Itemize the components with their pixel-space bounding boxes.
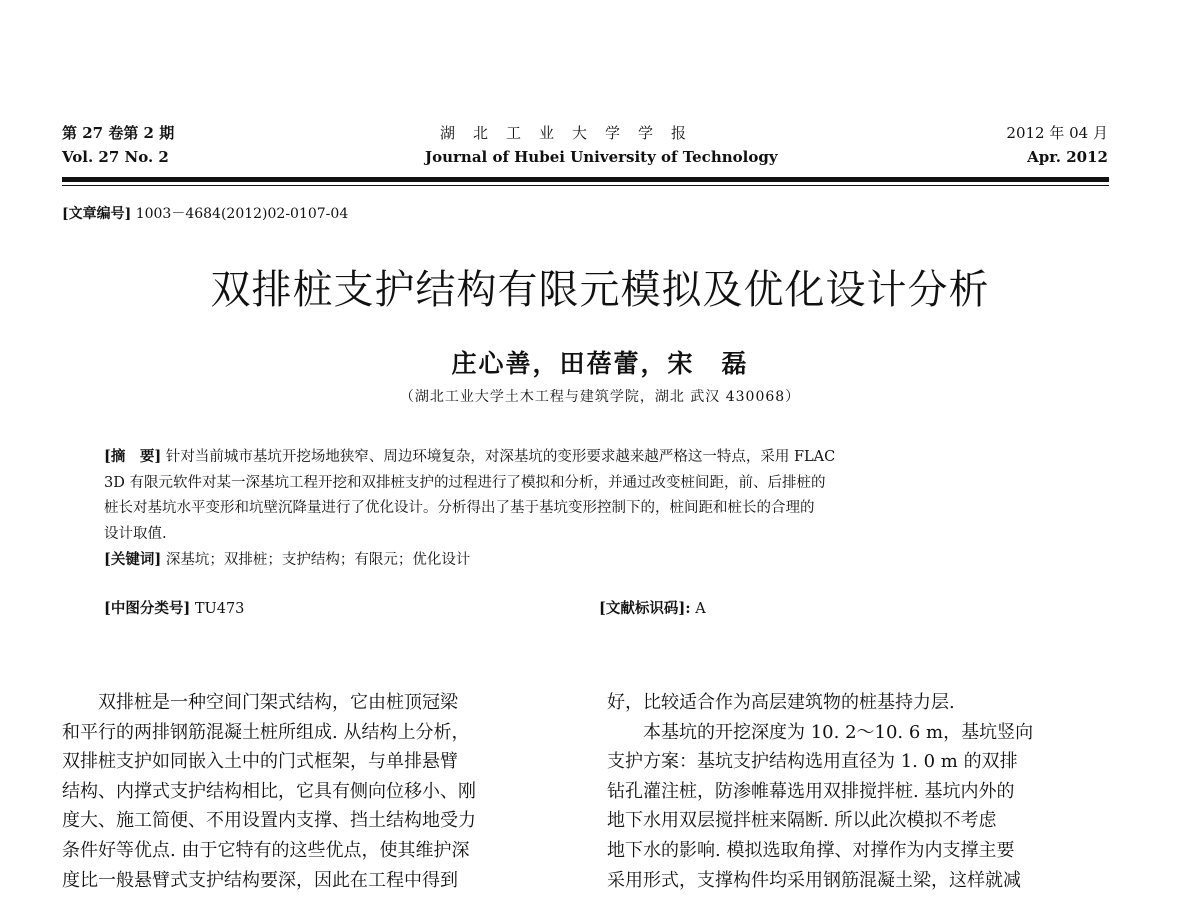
article-number-label: [文章编号] <box>62 206 132 222</box>
body-line: 条件好等优点. 由于它特有的这些优点，使其维护深 <box>62 839 470 861</box>
volume-issue-en: Vol. 27 No. 2 <box>62 148 169 166</box>
body-line: 本基坑的开挖深度为 10. 2～10. 6 m，基坑竖向 <box>643 721 1034 743</box>
document-code-value: A <box>695 601 706 617</box>
body-line: 结构、内撑式支护结构相比，它具有侧向位移小、刚 <box>62 780 476 802</box>
body-line: 度大、施工简便、不用设置内支撑、挡土结构地受力 <box>62 810 476 832</box>
issue-date-cn: 2012 年 04 月 <box>1006 124 1108 142</box>
document-code-label: [文献标识码]: <box>599 600 691 617</box>
abstract <box>104 444 1066 574</box>
author-list: 庄心善，田蓓蕾，宋 磊 <box>451 349 749 378</box>
classification-label: [中图分类号] <box>104 600 191 617</box>
body-line: 度比一般悬臂式支护结构要深，因此在工程中得到 <box>62 869 458 891</box>
header-rule-thick <box>62 177 1109 182</box>
document-code <box>599 597 706 618</box>
body-left-column <box>62 688 562 895</box>
issue-date-en: Apr. 2012 <box>1027 148 1108 166</box>
body-line: 地下水用双层搅拌桩来隔断. 所以此次模拟不考虑 <box>607 810 997 832</box>
abstract-line: 桩长对基坑水平变形和坑壁沉降量进行了优化设计。分析得出了基于基坑变形控制下的，桩间距和桩长的合理的 <box>104 500 815 516</box>
body-line: 和平行的两排钢筋混凝土桩所组成. 从结构上分析， <box>62 721 470 743</box>
body-line: 双排桩支护如同嵌入土中的门式框架，与单排悬臂 <box>62 751 458 773</box>
paper-title: 双排桩支护结构有限元模拟及优化设计分析 <box>210 267 990 313</box>
abstract-label: [摘 要] <box>104 448 162 465</box>
journal-name-en: Journal of Hubei University of Technology <box>425 148 778 166</box>
body-line: 钻孔灌注桩，防渗帷幕选用双排搅拌桩. 基坑内外的 <box>607 780 1015 802</box>
body-line: 采用形式，支撑构件均采用钢筋混凝土梁，这样就减 <box>607 869 1021 891</box>
abstract-text: 针对当前城市基坑开挖场地狭窄、周边环境复杂，对深基坑的变形要求越来越严格这一特点，采用 FLAC <box>165 449 836 465</box>
body-line: 双排桩是一种空间门架式结构，它由桩顶冠梁 <box>98 692 458 713</box>
abstract-line <box>104 444 1066 471</box>
abstract-line: 3D 有限元软件对某一深基坑工程开挖和双排桩支护的过程进行了模拟和分析，并通过改变桩间距，前、后排桩的 <box>104 474 826 491</box>
volume-issue-cn: 第 27 卷第 2 期 <box>62 124 175 142</box>
article-number-value: 1003－4684(2012)02-0107-04 <box>135 206 349 222</box>
author-affiliation: （湖北工业大学土木工程与建筑学院，湖北 武汉 430068） <box>399 389 801 405</box>
header-rule-thin <box>62 185 1109 186</box>
body-right-column <box>607 688 1112 895</box>
body-line: 好，比较适合作为高层建筑物的桩基持力层. <box>607 692 955 713</box>
keywords-line <box>104 547 1066 574</box>
classification-number <box>104 597 244 618</box>
journal-name-cn: 湖北工业大学学报 <box>440 124 705 142</box>
body-line: 支护方案：基坑支护结构选用直径为 1. 0 m 的双排 <box>607 751 1018 773</box>
keywords-label: [关键词] <box>104 551 162 568</box>
keywords-value: 深基坑；双排桩；支护结构；有限元；优化设计 <box>165 552 471 568</box>
abstract-line: 设计取值. <box>104 525 167 542</box>
classification-value: TU473 <box>194 601 245 617</box>
body-line: 地下水的影响. 模拟选取角撑、对撑作为内支撑主要 <box>607 839 1015 861</box>
article-number <box>62 203 348 223</box>
